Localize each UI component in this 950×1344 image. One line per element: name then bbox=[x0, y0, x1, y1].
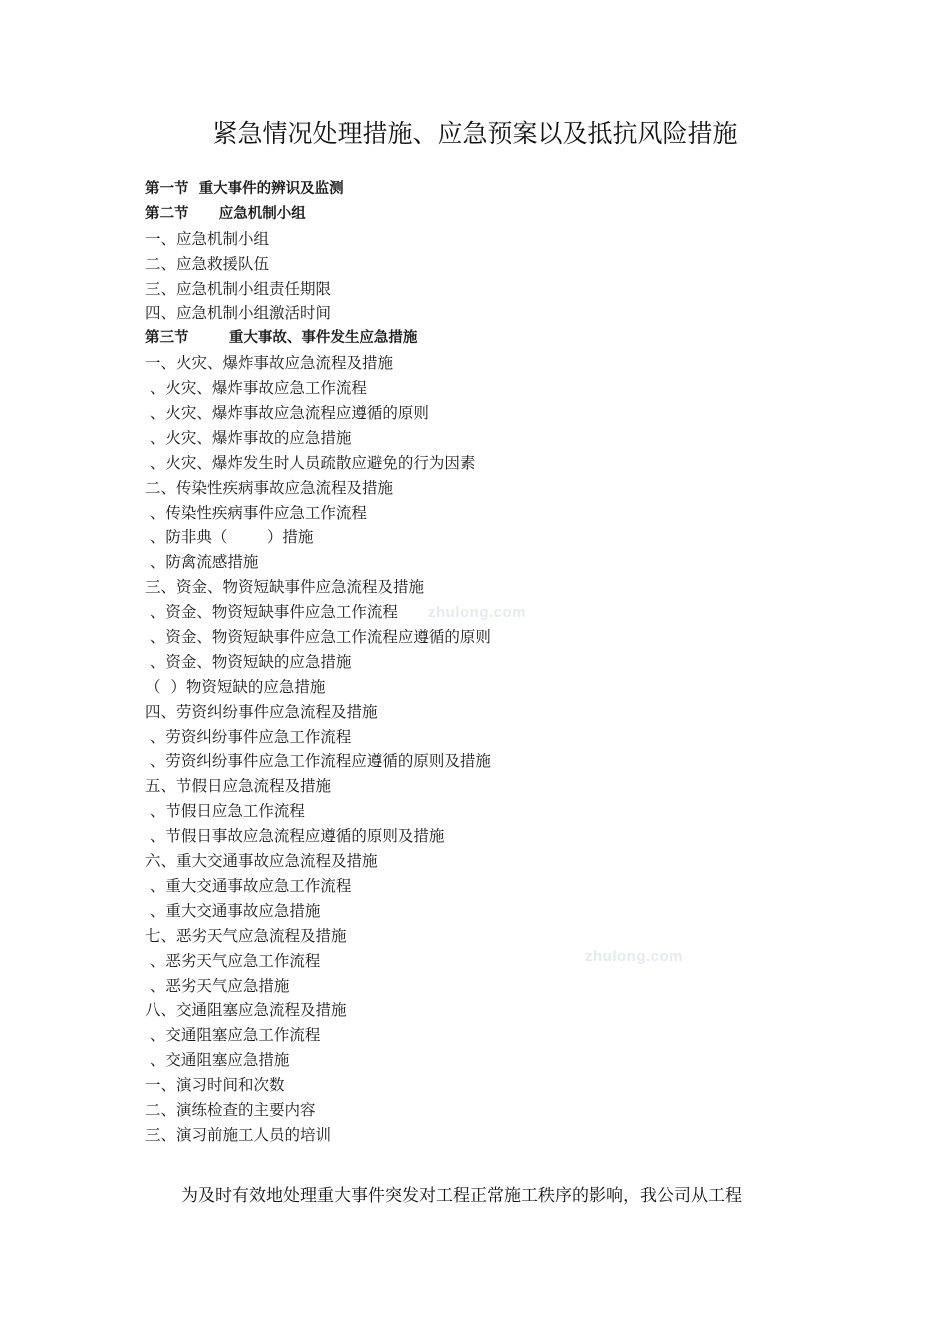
toc-section-heading: 第一节 重大事件的辨识及监测 bbox=[145, 181, 344, 197]
toc-entry: 、节假日事故应急流程应遵循的原则及措施 bbox=[145, 827, 445, 846]
toc-entry: 、恶劣天气应急措施 bbox=[145, 976, 290, 995]
toc-entry: 三、资金、物资短缺事件应急流程及措施 bbox=[145, 578, 425, 597]
toc-entry: 、恶劣天气应急工作流程 bbox=[145, 951, 321, 970]
toc-entry: 七、恶劣天气应急流程及措施 bbox=[145, 926, 347, 945]
watermark-logo: zhulong.com bbox=[428, 604, 526, 621]
toc-entry: 、传染性疾病事件应急工作流程 bbox=[145, 503, 367, 522]
toc-entry: 、火灾、爆炸事故的应急措施 bbox=[145, 428, 352, 447]
table-of-contents bbox=[145, 177, 845, 1148]
watermark-logo: zhulong.com bbox=[585, 948, 683, 965]
toc-entry: 四、应急机制小组激活时间 bbox=[145, 304, 332, 323]
toc-entry: 五、节假日应急流程及措施 bbox=[145, 777, 332, 796]
toc-entry: 、交通阻塞应急措施 bbox=[145, 1051, 290, 1070]
toc-entry: 、火灾、爆炸事故应急流程应遵循的原则 bbox=[145, 404, 429, 423]
toc-entry: 一、火灾、爆炸事故应急流程及措施 bbox=[145, 354, 394, 373]
toc-entry: 、防禽流感措施 bbox=[145, 553, 259, 572]
toc-entry: 、重大交通事故应急措施 bbox=[145, 901, 321, 920]
document-title: 紧急情况处理措施、应急预案以及抵抗风险措施 bbox=[212, 119, 738, 148]
toc-entry: （ ）物资短缺的应急措施 bbox=[145, 677, 326, 696]
toc-entry: 、资金、物资短缺的应急措施 bbox=[145, 652, 352, 671]
toc-entry: 、火灾、爆炸事故应急工作流程 bbox=[145, 379, 367, 398]
toc-entry: 、劳资纠纷事件应急工作流程应遵循的原则及措施 bbox=[145, 752, 491, 771]
toc-entry: 一、演习时间和次数 bbox=[145, 1076, 285, 1095]
toc-entry: 、资金、物资短缺事件应急工作流程应遵循的原则 bbox=[145, 628, 491, 647]
toc-entry: 、节假日应急工作流程 bbox=[145, 802, 305, 821]
toc-entry: 一、应急机制小组 bbox=[145, 229, 270, 248]
toc-entry: 四、劳资纠纷事件应急流程及措施 bbox=[145, 702, 378, 721]
toc-entry: 、资金、物资短缺事件应急工作流程 bbox=[145, 603, 398, 622]
toc-entry: 、劳资纠纷事件应急工作流程 bbox=[145, 727, 352, 746]
toc-entry: 、防非典（ ）措施 bbox=[145, 528, 314, 547]
toc-entry: 二、传染性疾病事故应急流程及措施 bbox=[145, 478, 394, 497]
toc-entry: 、交通阻塞应急工作流程 bbox=[145, 1026, 321, 1045]
toc-entry: 二、应急救援队伍 bbox=[145, 254, 270, 273]
toc-entry: 三、应急机制小组责任期限 bbox=[145, 279, 332, 298]
toc-entry: 六、重大交通事故应急流程及措施 bbox=[145, 852, 378, 871]
toc-entry: 、重大交通事故应急工作流程 bbox=[145, 876, 352, 895]
toc-entry: 八、交通阻塞应急流程及措施 bbox=[145, 1001, 347, 1020]
toc-section-heading: 第二节 应急机制小组 bbox=[145, 205, 306, 222]
toc-entry: 二、演练检查的主要内容 bbox=[145, 1100, 316, 1119]
toc-section-heading: 第三节 重大事故、事件发生应急措施 bbox=[145, 330, 418, 347]
toc-entry: 三、演习前施工人员的培训 bbox=[145, 1125, 332, 1144]
intro-paragraph: 为及时有效地处理重大事件突发对工程正常施工秩序的影响，我公司从工程 bbox=[181, 1186, 742, 1206]
toc-entry: 、火灾、爆炸发生时人员疏散应避免的行为因素 bbox=[145, 453, 476, 472]
